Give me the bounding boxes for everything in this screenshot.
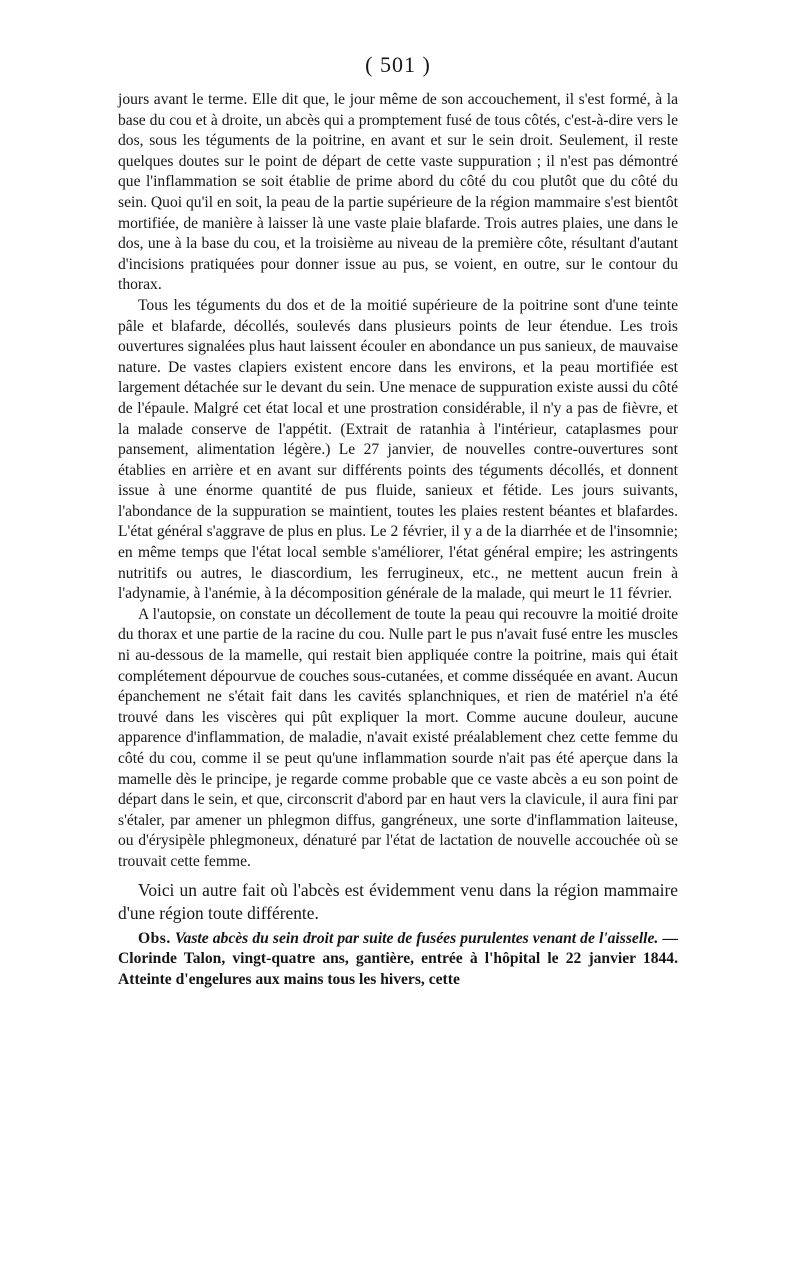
observation-text: — Clorinde Talon, vingt-quatre ans, gantière, entrée à l'hôpital le 22 janvier 1844. Atteinte d'engelures aux mains tous les hivers, cette [118,929,678,988]
paragraph-autopsie: A l'autopsie, on constate un décollement de toute la peau qui recouvre la moitié droite du thorax et une partie de la racine du cou. Nulle part le pus n'avait fusé entre les muscles ni au-dessous de la mamelle, qui restait bien appliquée contre la poitrine, mais qui était complétement dépourvue de couches sous-cutanées, et comme disséquée en avant. Aucun épanchement ne s'était fait dans les cavités splanchniques, et rien de matériel n'a été trouvé dans les viscères qui pût expliquer la mort. Comme aucune douleur, aucune apparence d'inflammation, de maladie, n'avait existé préalablement chez cette femme du côté du cou, comme il se peut qu'une inflammation sourde n'ait pas été aperçue dans la mamelle dès le principe, je regarde comme probable que ce vaste abcès a eu son point de départ dans le sein, et que, circonscrit d'abord par en haut vers la clavicule, il aura fini par s'étaler, par amener un phlegmon diffus, gangréneux, une sorte d'inflammation laiteuse, ou d'érysipèle phlegmoneux, dénaturé par l'état de lactation de nouvelle accouchée où se trouvait cette femme. [118,605,678,870]
intro-sentence: Voici un autre fait où l'abcès est évidemment venu dans la région mammaire d'une région toute différente. [118,879,678,923]
observation [118,929,678,991]
observation-label: Obs. [138,929,171,947]
paragraph-continuation: jours avant le terme. Elle dit que, le jour même de son accouchement, il s'est formé, à la base du cou et à droite, un abcès qui a promptement fusé de tous côtés, c'est-à-dire vers le dos, sous les téguments de la poitrine, en avant et sur le sein droit. Seulement, il reste quelques doutes sur le point de départ de cette vaste suppuration ; il n'est pas démontré que l'inflammation se soit établie de prime abord du côté du cou plutôt que du côté du sein. Quoi qu'il en soit, la peau de la partie supérieure de la région mammaire s'est bientôt mortifiée, de manière à laisser là une vaste plaie blafarde. Trois autres plaies, une dans le dos, une à la base du cou, et la troisième au niveau de la première côte, résultant d'autant d'incisions pratiquées pour donner issue au pus, se voient, en outre, sur le contour du thorax. [118,91,678,294]
observation-title: Vaste abcès du sein droit par suite de fusées purulentes venant de l'aisselle. [174,929,659,947]
page [118,52,678,990]
paragraph-teguments: Tous les téguments du dos et de la moitié supérieure de la poitrine sont d'une teinte pâle et blafarde, décollés, soulevés dans plusieurs points de leur étendue. Les trois ouvertures signalées plus haut laissent écouler en abondance un pus sanieux, de mauvaise nature. De vastes clapiers existent encore dans les environs, et la peau mortifiée est largement détachée sur le devant du sein. Une menace de suppuration existe aussi du côté de l'épaule. Malgré cet état local et une prostration considérable, il n'y a pas de fièvre, et la malade conserve de l'appétit. (Extrait de ratanhia à l'intérieur, cataplasmes pour pansement, alimentation légère.) Le 27 janvier, de nouvelles contre-ouvertures sont établies en arrière et en avant sur différents points des téguments décollés, et donnent issue à une énorme quantité de pus fluide, sanieux et fétide. Les jours suivants, l'abondance de la suppuration se maintient, toutes les plaies restent béantes et blafardes. L'état général s'aggrave de plus en plus. Le 2 février, il y a de la diarrhée et de l'insomnie; en même temps que l'état local semble s'améliorer, l'état général empire; les astringents nutritifs ou autres, le diascordium, les ferrugineux, etc., ne mettent aucun frein à l'adynamie, à l'anémie, à la décomposition générale de la malade, qui meurt le 11 février. [118,296,678,603]
page-number: ( 501 ) [365,52,431,77]
